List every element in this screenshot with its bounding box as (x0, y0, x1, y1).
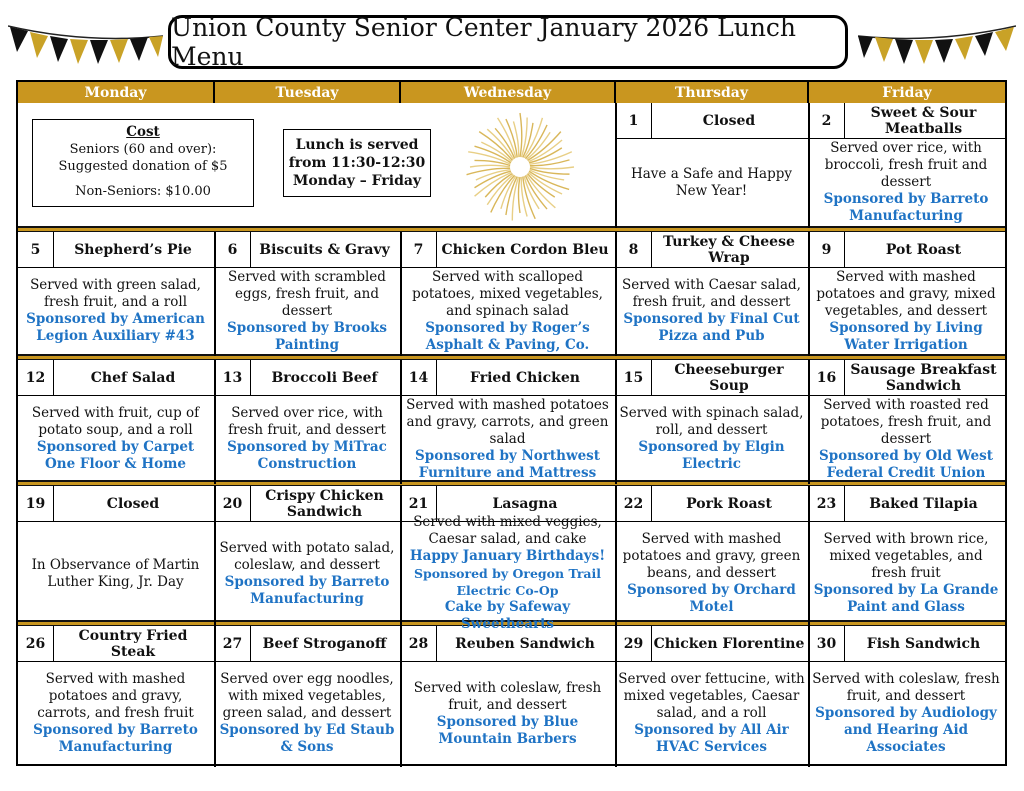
day-description (20, 396, 211, 482)
description-text: Served over egg noodles, with mixed vegetables, green salad, and dessert (220, 671, 394, 721)
sponsor-text: Sponsored by La Grande Paint and Glass (813, 582, 999, 615)
dish-name: Chicken Cordon Bleu (441, 241, 609, 258)
day-number-divider (844, 103, 845, 138)
day-description (618, 396, 805, 482)
sponsor-text: Sponsored by Oregon Trail Electric Co-Op (413, 566, 602, 598)
day-number-divider (651, 486, 652, 521)
cost-seniors-line: Seniors (60 and over): (69, 142, 217, 157)
day-description (20, 662, 211, 765)
calendar-grid (16, 80, 1007, 766)
sponsor-text: Sponsored by Orchard Motel (627, 582, 796, 615)
firework-ray (470, 165, 510, 167)
weekday-thursday: Thursday (616, 82, 809, 103)
day-description (217, 268, 397, 354)
bunting-right-decoration (858, 22, 1016, 67)
day-description (618, 522, 805, 625)
description-text: Served with roasted red potatoes, fresh fruit, and dessert (820, 396, 992, 447)
sponsor-text: Sponsored by Barreto Manufacturing (823, 191, 989, 224)
firework-ray (530, 167, 574, 169)
day-description (811, 268, 1001, 354)
sponsor-text: Sponsored by American Legion Auxiliary #43 (26, 311, 205, 344)
dish-name: Closed (702, 112, 756, 129)
day-number: 14 (408, 369, 429, 386)
day-number-divider (250, 360, 251, 395)
day-description (217, 396, 397, 482)
dish-name: Shepherd’s Pie (74, 241, 192, 258)
sponsor-text: Sponsored by Elgin Electric (638, 439, 785, 472)
day-description (811, 662, 1001, 765)
dish-name: Crispy Chicken Sandwich (265, 487, 384, 520)
bunting-left-decoration (8, 22, 163, 67)
description-text: Have a Safe and Happy New Year! (630, 165, 793, 199)
dish-name: Turkey & Cheese Wrap (663, 233, 795, 266)
sponsor-text: Sponsored by Ed Staub & Sons (219, 722, 395, 755)
cost-title: Cost (126, 124, 160, 140)
cost-donation-line: Suggested donation of $5 (58, 159, 228, 174)
day-number-divider (651, 103, 652, 138)
description-text: Served with green salad, fresh fruit, and a roll (30, 277, 201, 310)
weekday-header (18, 82, 1005, 103)
column-divider (615, 103, 617, 228)
day-number-divider (844, 360, 845, 395)
description-text: Served with mashed potatoes and gravy, mixed vegetables, and dessert (816, 268, 996, 319)
dish-name: Broccoli Beef (271, 369, 378, 386)
dish-name: Pot Roast (885, 241, 962, 258)
page-title: Union County Senior Center January 2026 Lunch Menu (168, 15, 848, 69)
description-text: Served with potato salad, coleslaw, and dessert (219, 539, 395, 573)
day-number: 2 (821, 112, 832, 129)
day-description (217, 662, 397, 765)
lunch-hours-box (283, 129, 431, 197)
dish-name: Biscuits & Gravy (259, 241, 390, 258)
dish-name: Pork Roast (686, 495, 772, 512)
sponsor-text: Sponsored by Northwest Furniture and Mattress (415, 447, 600, 481)
dish-name: Chef Salad (90, 369, 176, 386)
day-number: 30 (816, 635, 837, 652)
firework-ray (518, 177, 520, 213)
sponsor-text: Sponsored by Audiology and Hearing Aid Associates (815, 705, 997, 755)
firework-ray (527, 175, 556, 208)
day-number-divider (651, 626, 652, 661)
dish-name: Country Fried Steak (78, 627, 188, 660)
day-number-divider (844, 232, 845, 267)
day-number-divider (436, 626, 437, 661)
description-text: In Observance of Martin Luther King, Jr. Day (31, 556, 200, 590)
description-text: Served with spinach salad, roll, and dessert (619, 405, 804, 438)
lunch-line-2: from 11:30-12:30 (288, 155, 426, 171)
sponsor-text: Sponsored by Blue Mountain Barbers (436, 713, 579, 747)
day-description (20, 268, 211, 354)
description-text: Served over fettucine, with mixed vegetables, Caesar salad, and a roll (618, 671, 805, 721)
sponsor-text: Sponsored by MiTrac Construction (227, 439, 387, 472)
dish-name: Fried Chicken (470, 369, 580, 386)
day-number-divider (250, 626, 251, 661)
day-number-divider (53, 232, 54, 267)
description-text: Served with mashed potatoes and gravy, carrots, and fresh fruit (37, 671, 194, 721)
weekday-wednesday: Wednesday (401, 82, 616, 103)
description-text: Served with mixed veggies, Caesar salad, and cake (413, 514, 602, 547)
cost-info-box (32, 119, 254, 207)
weekday-tuesday: Tuesday (215, 82, 401, 103)
sponsor-text: Sponsored by Barreto Manufacturing (224, 573, 390, 607)
day-description (811, 139, 1001, 226)
day-number: 27 (222, 635, 243, 652)
weekday-friday: Friday (809, 82, 1005, 103)
sponsor-text: Sponsored by All Air HVAC Services (634, 722, 789, 755)
cost-nonseniors-line: Non-Seniors: $10.00 (75, 184, 211, 199)
day-number-divider (436, 360, 437, 395)
day-number-divider (53, 360, 54, 395)
sponsor-text: Sponsored by Final Cut Pizza and Pub (623, 311, 800, 344)
day-number-divider (250, 232, 251, 267)
day-description (403, 514, 612, 632)
day-number: 29 (623, 635, 644, 652)
day-number: 15 (623, 369, 644, 386)
description-text: Served with scalloped potatoes, mixed vegetables, and spinach salad (412, 268, 603, 319)
day-number: 6 (227, 241, 238, 258)
day-number: 1 (628, 112, 639, 129)
day-description (811, 396, 1001, 482)
cake-sponsor-text: Cake by Safeway Sweethearts (444, 599, 571, 632)
day-description (618, 139, 805, 226)
day-number: 7 (413, 241, 424, 258)
description-text: Served over rice, with broccoli, fresh fruit and dessert (824, 140, 988, 190)
sponsor-text: Sponsored by Roger’s Asphalt & Paving, Co. (425, 319, 590, 353)
dish-name: Cheeseburger Soup (674, 361, 784, 394)
day-number: 19 (25, 495, 46, 512)
firework-ray (528, 132, 561, 161)
day-number: 16 (816, 369, 837, 386)
sponsor-text: Sponsored by Carpet One Floor & Home (36, 439, 195, 472)
lunch-line-1: Lunch is served (295, 137, 419, 153)
day-number: 9 (821, 241, 832, 258)
dish-name: Fish Sandwich (866, 635, 981, 652)
dish-name: Sausage Breakfast Sandwich (850, 361, 997, 394)
day-description (811, 522, 1001, 625)
week-separator-gold (18, 482, 1005, 485)
day-number: 22 (623, 495, 644, 512)
dish-name: Lasagna (492, 495, 558, 512)
description-text: Served over rice, with fresh fruit, and dessert (228, 405, 386, 438)
day-description (618, 662, 805, 765)
day-number-divider (250, 486, 251, 521)
birthday-note: Happy January Birthdays! (409, 548, 606, 564)
day-number-divider (844, 486, 845, 521)
day-description (403, 662, 612, 765)
dish-name: Closed (106, 495, 160, 512)
day-number-divider (651, 360, 652, 395)
week-separator-gold (18, 356, 1005, 359)
description-text: Served with mashed potatoes and gravy, carrots, and green salad (406, 396, 609, 447)
description-text: Served with fruit, cup of potato soup, and a roll (31, 405, 200, 438)
sponsor-text: Sponsored by Old West Federal Credit Union (819, 447, 993, 481)
day-number: 8 (628, 241, 639, 258)
dish-name: Reuben Sandwich (455, 635, 595, 652)
day-number: 28 (408, 635, 429, 652)
day-number-divider (844, 626, 845, 661)
firework-ray (520, 113, 522, 157)
description-text: Served with mashed potatoes and gravy, green beans, and dessert (622, 531, 801, 581)
day-number: 12 (25, 369, 46, 386)
day-description (403, 268, 612, 354)
day-number: 26 (25, 635, 46, 652)
description-text: Served with brown rice, mixed vegetables, and fresh fruit (823, 531, 989, 581)
day-description (403, 396, 612, 482)
day-description (618, 268, 805, 354)
day-number-divider (53, 626, 54, 661)
sponsor-text: Sponsored by Barreto Manufacturing (33, 722, 198, 755)
description-text: Served with coleslaw, fresh fruit, and dessert (812, 671, 1000, 704)
day-number-divider (436, 232, 437, 267)
week-separator-gold (18, 228, 1005, 231)
day-description (217, 522, 397, 625)
day-number-divider (651, 232, 652, 267)
sponsor-text: Sponsored by Living Water Irrigation (829, 319, 983, 353)
day-number-divider (53, 486, 54, 521)
firework-icon (458, 108, 582, 226)
lunch-line-3: Monday – Friday (292, 173, 422, 189)
day-number: 5 (30, 241, 41, 258)
dish-name: Beef Stroganoff (262, 635, 387, 652)
day-number: 23 (816, 495, 837, 512)
day-number: 13 (222, 369, 243, 386)
weekday-monday: Monday (18, 82, 215, 103)
dish-name: Chicken Florentine (653, 635, 805, 652)
day-description (20, 522, 211, 625)
firework-ray (512, 177, 518, 221)
description-text: Served with coleslaw, fresh fruit, and dessert (413, 679, 602, 713)
day-number: 21 (408, 495, 429, 512)
column-divider (808, 103, 810, 228)
description-text: Served with Caesar salad, fresh fruit, and dessert (622, 277, 801, 310)
description-text: Served with scrambled eggs, fresh fruit, and dessert (228, 268, 386, 319)
dish-name: Baked Tilapia (869, 495, 978, 512)
day-number: 20 (222, 495, 243, 512)
dish-name: Sweet & Sour Meatballs (870, 104, 977, 137)
sponsor-text: Sponsored by Brooks Painting (227, 319, 387, 353)
